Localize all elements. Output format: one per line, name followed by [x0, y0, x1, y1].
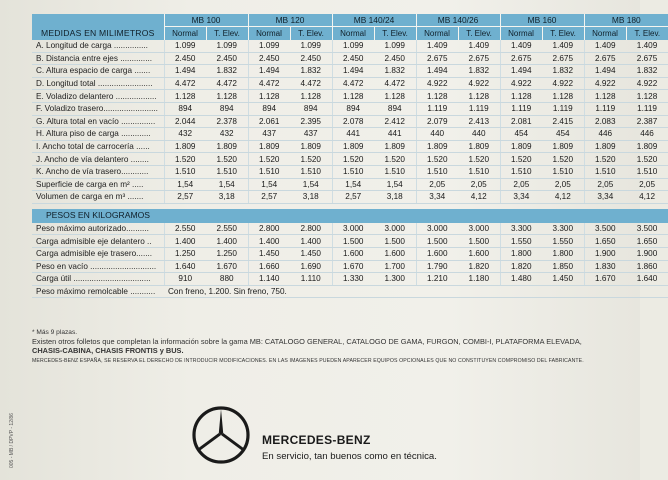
weight-row-label: Peso en vacío ............................. — [32, 260, 164, 273]
measure-row-value: 1.520 — [626, 153, 668, 166]
weight-row-value: 1.500 — [458, 235, 500, 248]
weight-row-label: Carga útil .................................. — [32, 273, 164, 286]
measure-row-value: 4,12 — [542, 191, 584, 204]
measures-body — [32, 40, 668, 203]
measure-row-value: 1.520 — [332, 153, 374, 166]
weight-row-value: 3.000 — [416, 223, 458, 235]
measure-row-value: 1,54 — [374, 178, 416, 191]
weight-row-value: 1.330 — [332, 273, 374, 286]
measure-row-value: 2.675 — [584, 52, 626, 65]
measure-row-value: 2.044 — [164, 115, 206, 128]
measure-row-value: 1.809 — [500, 140, 542, 153]
spec-sheet — [32, 14, 661, 298]
measure-row-value: 2.378 — [206, 115, 248, 128]
side-code-text: 005 - MB / DPVP - 12/86 — [9, 413, 15, 468]
measure-row-value: 2,05 — [416, 178, 458, 191]
sub-normal: Normal — [416, 27, 458, 41]
measure-row-value: 437 — [290, 128, 332, 141]
sub-t-elev: T. Elev. — [206, 27, 248, 41]
weight-row — [32, 247, 668, 260]
measure-row-value: 2.413 — [458, 115, 500, 128]
weight-row-value: 2.550 — [164, 223, 206, 235]
measure-row-value: 1.494 — [164, 65, 206, 78]
measure-row-value: 1.099 — [206, 40, 248, 52]
measure-row-value: 4.922 — [626, 77, 668, 90]
weight-row-value: 3.300 — [542, 223, 584, 235]
weights-header-row — [32, 209, 668, 223]
measure-row-value: 4.922 — [458, 77, 500, 90]
measure-row-value: 1.409 — [542, 40, 584, 52]
measure-row-value: 1,54 — [164, 178, 206, 191]
measure-row-value: 1,54 — [332, 178, 374, 191]
weight-row — [32, 235, 668, 248]
measure-row-value: 2.081 — [500, 115, 542, 128]
weight-row-value: 1.660 — [248, 260, 290, 273]
measure-row-value: 894 — [248, 102, 290, 115]
measure-row-value: 1.099 — [374, 40, 416, 52]
weight-row-value: 1.250 — [206, 247, 248, 260]
measure-row-value: 2,57 — [248, 191, 290, 204]
measure-row-value: 1.119 — [626, 102, 668, 115]
measure-row-value: 1.510 — [164, 165, 206, 178]
measure-row-label: I. Ancho total de carrocería ...... — [32, 140, 164, 153]
weight-row-value: 1.550 — [542, 235, 584, 248]
measure-row-value: 1.520 — [206, 153, 248, 166]
weight-row-value: 1.900 — [584, 247, 626, 260]
measure-row-value: 894 — [290, 102, 332, 115]
weight-row-value: 1.210 — [416, 273, 458, 286]
measure-row-value: 2,05 — [626, 178, 668, 191]
sub-normal: Normal — [248, 27, 290, 41]
measure-row-value: 2.078 — [332, 115, 374, 128]
measure-row-value: 2.675 — [500, 52, 542, 65]
measure-row — [32, 102, 668, 115]
measure-row-label: J. Ancho de vía delantero ........ — [32, 153, 164, 166]
measure-row-value: 894 — [374, 102, 416, 115]
measure-row — [32, 77, 668, 90]
measure-row-value: 2,05 — [458, 178, 500, 191]
measure-row-value: 1.809 — [206, 140, 248, 153]
weight-row-value: 1.500 — [374, 235, 416, 248]
note-folletos — [32, 338, 632, 355]
model-mb160: MB 160 — [500, 14, 584, 27]
measure-row-value: 1.832 — [374, 65, 416, 78]
measure-row-value: 1.494 — [500, 65, 542, 78]
measure-row-value: 2.083 — [584, 115, 626, 128]
measure-row-value: 1.809 — [626, 140, 668, 153]
weight-row-value: 2.550 — [206, 223, 248, 235]
brand-slogan: En servicio, tan buenos como en técnica. — [262, 451, 437, 462]
measure-row-value: 4,12 — [626, 191, 668, 204]
measure-row-value: 1.832 — [458, 65, 500, 78]
measure-row-value: 1.809 — [584, 140, 626, 153]
note-plazas: * Más 9 plazas. — [32, 329, 78, 336]
measure-row-value: 1.510 — [626, 165, 668, 178]
measure-row — [32, 90, 668, 103]
measure-row-value: 1.510 — [584, 165, 626, 178]
weight-row-value: 1.670 — [206, 260, 248, 273]
measure-row-value: 2.415 — [542, 115, 584, 128]
weight-row-value: 1.860 — [626, 260, 668, 273]
measure-row — [32, 128, 668, 141]
measure-row-value: 1.128 — [332, 90, 374, 103]
measure-row-value: 3,34 — [584, 191, 626, 204]
measure-row-value: 1.510 — [458, 165, 500, 178]
measure-row-value: 1.510 — [290, 165, 332, 178]
measure-row-label: B. Distancia entre ejes .............. — [32, 52, 164, 65]
model-header-row — [32, 14, 668, 27]
measure-row-value: 2.675 — [542, 52, 584, 65]
measure-row-value: 2.079 — [416, 115, 458, 128]
measure-row-label: K. Ancho de vía trasero............ — [32, 165, 164, 178]
weight-row-value: 1.600 — [374, 247, 416, 260]
weight-row-value: 1.700 — [374, 260, 416, 273]
measure-row-value: 1.520 — [416, 153, 458, 166]
sub-normal: Normal — [332, 27, 374, 41]
model-mb120: MB 120 — [248, 14, 332, 27]
measure-row-value: 1.832 — [542, 65, 584, 78]
note-folletos-text: Existen otros folletos que completan la información sobre la gama MB: CATALOGO GENERAL, CATALOGO DE GAMA, FURGON, COMBI-I, PLATAFORMA ELEVADA, — [32, 337, 582, 346]
sub-normal: Normal — [584, 27, 626, 41]
measure-row-value: 1.494 — [584, 65, 626, 78]
measure-row-value: 2.450 — [290, 52, 332, 65]
measure-row-value: 1.099 — [248, 40, 290, 52]
weight-row-value: 910 — [164, 273, 206, 286]
weight-row-value: 1.250 — [164, 247, 206, 260]
sub-normal: Normal — [164, 27, 206, 41]
measure-row-value: 1,54 — [206, 178, 248, 191]
weight-row-value: 1.140 — [248, 273, 290, 286]
measure-row-value: 2.450 — [206, 52, 248, 65]
weight-row-value: 3.000 — [458, 223, 500, 235]
measure-row-value: 1.510 — [248, 165, 290, 178]
measure-row-value: 1.510 — [374, 165, 416, 178]
measure-row-value: 894 — [164, 102, 206, 115]
measure-row-value: 1.832 — [626, 65, 668, 78]
sub-t-elev: T. Elev. — [290, 27, 332, 41]
spec-table — [32, 14, 668, 298]
measure-row-value: 1.520 — [458, 153, 500, 166]
measure-row-value: 2,05 — [500, 178, 542, 191]
measure-row-value: 1.128 — [626, 90, 668, 103]
measure-row-value: 1.809 — [542, 140, 584, 153]
measure-row-value: 4.922 — [584, 77, 626, 90]
note-disclaimer: MERCEDES-BENZ ESPAÑA, SE RESERVA EL DERECHO DE INTRODUCIR MODIFICACIONES. EN LAS IMAGENES PUEDEN APARECER EQUIPOS OPCIONALES QUE NO CONSTITUYEN COMPROMISO DEL FABRICANTE. — [32, 358, 584, 364]
measure-row-value: 454 — [542, 128, 584, 141]
weight-row-value: 1.180 — [458, 273, 500, 286]
model-mb180: MB 180 — [584, 14, 668, 27]
measure-row-value: 1.099 — [164, 40, 206, 52]
measure-row-value: 446 — [626, 128, 668, 141]
sub-normal: Normal — [500, 27, 542, 41]
weight-row-value: 880 — [206, 273, 248, 286]
measure-row-value: 1.832 — [206, 65, 248, 78]
measure-row-value: 1.128 — [542, 90, 584, 103]
sub-t-elev: T. Elev. — [626, 27, 668, 41]
sub-t-elev: T. Elev. — [458, 27, 500, 41]
measure-row-value: 2.061 — [248, 115, 290, 128]
measure-row-value: 894 — [332, 102, 374, 115]
measure-row-value: 4.472 — [290, 77, 332, 90]
weight-row-value: 1.600 — [416, 247, 458, 260]
weight-row-value: 1.900 — [626, 247, 668, 260]
weight-row-value: 1.450 — [542, 273, 584, 286]
measure-row-value: 3,18 — [374, 191, 416, 204]
measure-row-value: 441 — [374, 128, 416, 141]
weight-row-value: 1.830 — [584, 260, 626, 273]
measure-row-value: 440 — [458, 128, 500, 141]
weight-row-value: 1.500 — [332, 235, 374, 248]
weight-row-value: 1.670 — [584, 273, 626, 286]
weight-row — [32, 223, 668, 235]
measure-row-value: 1.809 — [458, 140, 500, 153]
measure-row-value: 1.128 — [290, 90, 332, 103]
measure-row-value: 437 — [248, 128, 290, 141]
measure-row-value: 1.119 — [500, 102, 542, 115]
weight-row-value: 1.650 — [626, 235, 668, 248]
measure-row-value: 1.128 — [500, 90, 542, 103]
measure-row-value: 1.128 — [164, 90, 206, 103]
measure-row — [32, 178, 668, 191]
weight-row-label: Carga admisible eje trasero....... — [32, 247, 164, 260]
measure-row-value: 1.128 — [416, 90, 458, 103]
weight-row-value: 1.790 — [416, 260, 458, 273]
weight-row-value: 1.550 — [500, 235, 542, 248]
measure-row-value: 1,54 — [248, 178, 290, 191]
measure-row-value: 1.510 — [416, 165, 458, 178]
measure-row-value: 4.472 — [374, 77, 416, 90]
weight-row-value: 1.400 — [206, 235, 248, 248]
measure-row-value: 1.119 — [458, 102, 500, 115]
measure-row-value: 2.412 — [374, 115, 416, 128]
measure-row-value: 1.510 — [332, 165, 374, 178]
measure-row-value: 1.128 — [248, 90, 290, 103]
weight-row-value: 1.600 — [458, 247, 500, 260]
weight-row-value: 1.650 — [584, 235, 626, 248]
measure-row-value: 1.494 — [416, 65, 458, 78]
remolcable-row — [32, 285, 668, 298]
measure-row-value: 1.809 — [374, 140, 416, 153]
measure-row-value: 440 — [416, 128, 458, 141]
weight-row-value: 1.450 — [248, 247, 290, 260]
measure-row-value: 2,57 — [332, 191, 374, 204]
measure-row-value: 894 — [206, 102, 248, 115]
weight-row-label: Peso máximo autorizado.......... — [32, 223, 164, 235]
remolcable-label: Peso máximo remolcable ........... — [32, 285, 164, 298]
measure-row — [32, 153, 668, 166]
measure-row-value: 1.809 — [332, 140, 374, 153]
sub-header-row — [32, 27, 668, 41]
measure-row-value: 1.119 — [584, 102, 626, 115]
measure-row-value: 1.809 — [248, 140, 290, 153]
measure-row-value: 1.510 — [206, 165, 248, 178]
model-mb140-26: MB 140/26 — [416, 14, 500, 27]
measure-row-value: 2,57 — [164, 191, 206, 204]
measure-row — [32, 140, 668, 153]
measure-row-value: 4.472 — [206, 77, 248, 90]
measure-row-value: 4,12 — [458, 191, 500, 204]
measure-row-value: 1.520 — [584, 153, 626, 166]
measure-row-value: 1.809 — [290, 140, 332, 153]
weight-row-value: 1.690 — [290, 260, 332, 273]
weight-row-value: 1.640 — [626, 273, 668, 286]
weight-row-value: 1.480 — [500, 273, 542, 286]
weight-row-value: 1.800 — [542, 247, 584, 260]
weight-row-value: 1.110 — [290, 273, 332, 286]
weight-row-value: 1.850 — [542, 260, 584, 273]
measure-row-label: G. Altura total en vacío ............... — [32, 115, 164, 128]
measure-row-value: 2.450 — [164, 52, 206, 65]
measure-row-value: 1.409 — [626, 40, 668, 52]
measure-row-value: 1.832 — [290, 65, 332, 78]
remolcable-value: Con freno, 1.200. Sin freno, 750. — [164, 285, 668, 298]
model-mb100: MB 100 — [164, 14, 248, 27]
measure-row-value: 1.409 — [584, 40, 626, 52]
measure-row-value: 1.520 — [542, 153, 584, 166]
measure-row-label: H. Altura piso de carga ............. — [32, 128, 164, 141]
weights-body — [32, 223, 668, 285]
measure-row-value: 3,18 — [290, 191, 332, 204]
measure-row-value: 1.128 — [374, 90, 416, 103]
measure-row-value: 2.387 — [626, 115, 668, 128]
mercedes-star-logo-icon — [191, 405, 251, 465]
measure-row-value: 4.922 — [416, 77, 458, 90]
measure-row-value: 1.510 — [542, 165, 584, 178]
measure-row-label: F. Voladizo trasero........................ — [32, 102, 164, 115]
measure-row-value: 1.520 — [290, 153, 332, 166]
weight-row-value: 3.000 — [332, 223, 374, 235]
weight-row-value: 1.400 — [164, 235, 206, 248]
weight-row-value: 3.500 — [584, 223, 626, 235]
measure-row-value: 2.450 — [332, 52, 374, 65]
weight-row-value: 1.820 — [458, 260, 500, 273]
measure-row-value: 3,34 — [500, 191, 542, 204]
weight-row-value: 1.400 — [248, 235, 290, 248]
weight-row-value: 1.450 — [290, 247, 332, 260]
note-folletos-bold: CHASIS-CABINA, CHASIS FRONTIS y BUS. — [32, 345, 184, 355]
measure-row-value: 446 — [584, 128, 626, 141]
weight-row — [32, 273, 668, 286]
measure-row-label: E. Voladizo delantero .................. — [32, 90, 164, 103]
weight-row-value: 1.500 — [416, 235, 458, 248]
measure-row-label: C. Altura espacio de carga ....... — [32, 65, 164, 78]
measure-row-value: 1.510 — [500, 165, 542, 178]
weight-row-value: 3.500 — [626, 223, 668, 235]
measure-row-value: 454 — [500, 128, 542, 141]
measure-row-label: Volumen de carga en m³ ....... — [32, 191, 164, 204]
weight-row-value: 2.800 — [290, 223, 332, 235]
measure-row — [32, 40, 668, 52]
measure-row-value: 1.494 — [332, 65, 374, 78]
measure-row-value: 1.409 — [458, 40, 500, 52]
measure-row-value: 4.472 — [332, 77, 374, 90]
measure-row-value: 1.520 — [248, 153, 290, 166]
weight-row-value: 1.400 — [290, 235, 332, 248]
measure-row-label: Superficie de carga en m² ..... — [32, 178, 164, 191]
weight-row-value: 1.640 — [164, 260, 206, 273]
sub-t-elev: T. Elev. — [374, 27, 416, 41]
measure-row-value: 1.119 — [416, 102, 458, 115]
measure-row-value: 1.409 — [416, 40, 458, 52]
weight-row-value: 1.300 — [374, 273, 416, 286]
weight-row-value: 1.670 — [332, 260, 374, 273]
measure-row-value: 4.922 — [542, 77, 584, 90]
measure-row-value: 441 — [332, 128, 374, 141]
measure-row-value: 4.922 — [500, 77, 542, 90]
measure-row — [32, 115, 668, 128]
measure-row-value: 1.128 — [206, 90, 248, 103]
weight-row-value: 3.000 — [374, 223, 416, 235]
measure-row-value: 1.099 — [290, 40, 332, 52]
weight-row-value: 1.800 — [500, 247, 542, 260]
measure-row — [32, 165, 668, 178]
brand-name: MERCEDES-BENZ — [262, 433, 371, 447]
weight-row-value: 3.300 — [500, 223, 542, 235]
measure-row-value: 2.675 — [416, 52, 458, 65]
measure-row-value: 4.472 — [248, 77, 290, 90]
measure-row-value: 1.520 — [374, 153, 416, 166]
side-code — [2, 395, 14, 475]
measure-row-value: 1.099 — [332, 40, 374, 52]
measure-row-value: 2.395 — [290, 115, 332, 128]
weight-row — [32, 260, 668, 273]
measure-row-value: 1.494 — [248, 65, 290, 78]
weight-row-label: Carga admisible eje delantero .. — [32, 235, 164, 248]
measure-row-value: 1.520 — [164, 153, 206, 166]
weight-row-value: 2.800 — [248, 223, 290, 235]
sub-t-elev: T. Elev. — [542, 27, 584, 41]
measure-row-label: A. Longitud de carga ............... — [32, 40, 164, 52]
measures-section-title: MEDIDAS EN MILIMETROS — [32, 27, 164, 41]
measure-row-value: 432 — [164, 128, 206, 141]
measure-row-value: 4.472 — [164, 77, 206, 90]
measure-row-value: 1.119 — [542, 102, 584, 115]
measure-row-value: 1.128 — [458, 90, 500, 103]
weight-row-value: 1.820 — [500, 260, 542, 273]
measure-row-value: 2,05 — [584, 178, 626, 191]
measure-row-value: 1.520 — [500, 153, 542, 166]
measure-row-label: D. Longitud total ........................ — [32, 77, 164, 90]
measure-row-value: 1.409 — [500, 40, 542, 52]
measure-row-value: 1.809 — [416, 140, 458, 153]
weights-section-title: PESOS EN KILOGRAMOS — [32, 209, 164, 223]
weight-row-value: 1.600 — [332, 247, 374, 260]
measure-row-value: 2.675 — [626, 52, 668, 65]
measure-row-value: 1,54 — [290, 178, 332, 191]
measure-row — [32, 52, 668, 65]
measure-row-value: 432 — [206, 128, 248, 141]
measure-row-value: 3,34 — [416, 191, 458, 204]
measure-row-value: 3,18 — [206, 191, 248, 204]
measure-row-value: 2,05 — [542, 178, 584, 191]
measure-row-value: 2.450 — [248, 52, 290, 65]
measure-row-value: 1.128 — [584, 90, 626, 103]
measure-row-value: 1.809 — [164, 140, 206, 153]
measure-row-value: 2.675 — [458, 52, 500, 65]
model-mb140-24: MB 140/24 — [332, 14, 416, 27]
measure-row — [32, 65, 668, 78]
measure-row-value: 2.450 — [374, 52, 416, 65]
measure-row — [32, 191, 668, 204]
